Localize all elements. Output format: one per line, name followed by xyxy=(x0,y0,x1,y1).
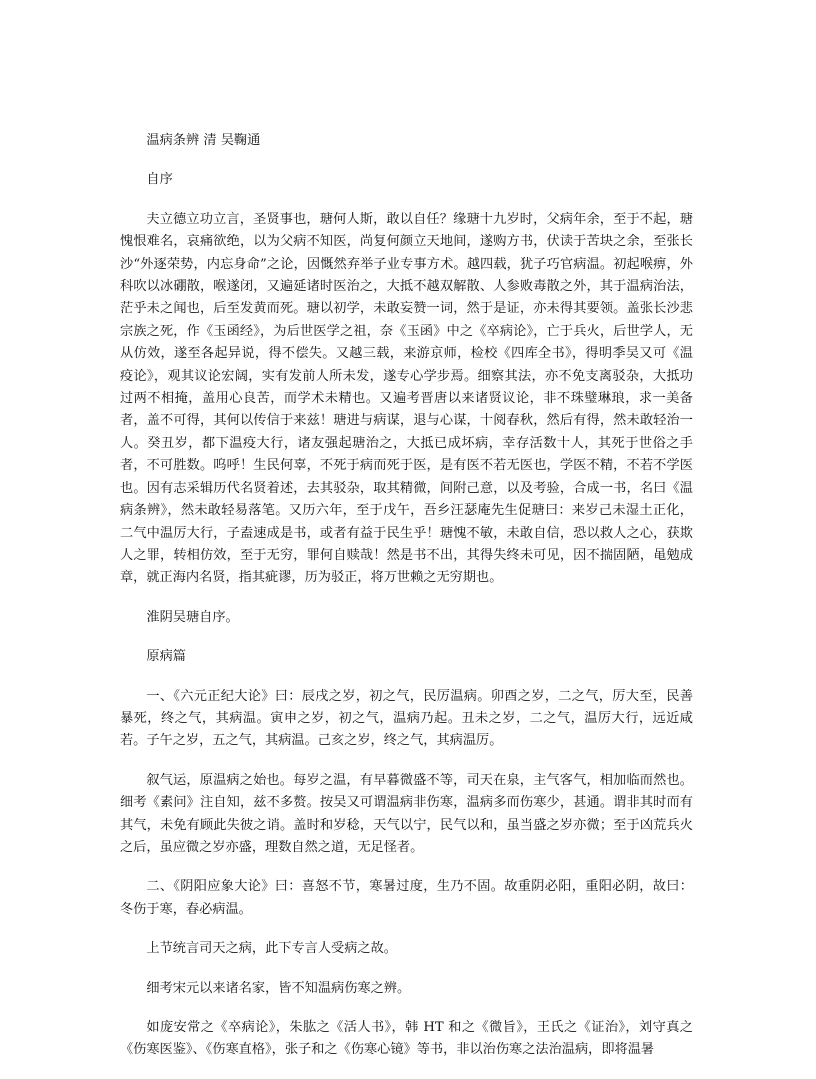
preface-signature: 淮阴吴瑭自序。 xyxy=(146,609,239,625)
note-three-paragraph: 如庞安常之《卒病论》，朱肱之《活人书》，韩 HT 和之《微旨》，王氏之《证治》，刘守真之《伤寒医鉴》、《伤寒直格》，张子和之《伤寒心镜》等书，非以治伤寒之法治温病，即将温暑 xyxy=(120,1020,693,1058)
commentary-one-paragraph: 叙气运，原温病之始也。每岁之温，有早暮微盛不等，司天在泉，主气客气，相加临而然也。细考《素问》注自知，兹不多赘。按吴又可谓温病非伤寒，温病多而伤寒少，甚通。谓非其时而有其气，未免有顾此失彼之诮。盖时和岁稔，天气以宁，民气以和，虽当盛之岁亦微；至于凶荒兵火之后，虽应微之岁亦盛，理数自然之道，无足怪者。 xyxy=(120,772,693,855)
book-title-line: 温病条辨 清 吴鞠通 xyxy=(146,133,261,148)
chapter-heading: 原病篇 xyxy=(146,649,186,665)
section-two-paragraph: 二、《阴阳应象大论》曰：喜怒不节，寒暑过度，生乃不固。故重阴必阳，重阳必阴，故曰：冬伤于寒，春必病温。 xyxy=(120,879,693,917)
note-one-paragraph: 上节统言司天之病，此下专言人受病之故。 xyxy=(146,941,397,957)
preface-heading: 自序 xyxy=(146,172,173,188)
section-one-paragraph: 一、《六元正纪大论》曰：辰戌之岁，初之气，民厉温病。卯酉之岁，二之气，厉大至，民善暴死，终之气，其病温。寅申之岁，初之气，温病乃起。丑未之岁，二之气，温厉大行，远近咸若。子午之岁，五之气，其病温。己亥之岁，终之气，其病温厉。 xyxy=(120,688,693,749)
preface-paragraph: 夫立德立功立言，圣贤事也，瑭何人斯，敢以自任？缘瑭十九岁时，父病年余，至于不起，瑭愧恨难名，哀痛欲绝，以为父病不知医，尚复何颜立天地间，遂购方书，伏读于苦块之余，至张长沙“外逐荣势，内忘身命”之论，因慨然弃举子业专事方术。越四载，犹子巧官病温。初起喉痹，外科吹以冰硼散，喉遂闭，又遍延诸时医治之，大抵不越双解散、人参败毒散之外，其于温病治法，茫乎未之闻也，后至发黄而死。瑭以初学，未敢妄赞一词，然于是证，亦未得其要领。盖张长沙悲宗族之死，作《玉函经》，为后世医学之祖，奈《玉函》中之《卒病论》，亡于兵火，后世学人，无从仿效，遂至各起异说，得不偿失。又越三载，来游京师，检校《四库全书》，得明季吴又可《温疫论》，观其议论宏阔，实有发前人所未发，遂专心学步焉。细察其法，亦不免支离驳杂，大抵功过两不相掩，盖用心良苦，而学术未精也。又遍考晋唐以来诸贤议论，非不珠璧琳琅，求一美备者，盖不可得，其何以传信于来兹！瑭进与病谋，退与心谋，十阅春秋，然后有得，然未敢轻治一人。癸丑岁，都下温疫大行，诸友强起瑭治之，大抵已成坏病，幸存活数十人，其死于世俗之手者，不可胜数。呜呼！生民何辜，不死于病而死于医，是有医不若无医也，学医不精，不若不学医也。因有志采辑历代名贤着述，去其驳杂，取其精微，间附己意，以及考验，合成一书，名曰《温病条辨》，然未敢轻易落笔。又历六年，至于戊午，吾乡汪瑟庵先生促瑭曰：来岁己未湿土正化，二气中温厉大行，子盍速成是书，或者有益于民生乎！瑭愧不敏，未敢自信，恐以救人之心，获欺人之罪，转相仿效，至于无穷，罪何自赎哉！然是书不出，其得失终未可见，因不揣固陋，黾勉成章，就正海内名贤，指其疵谬，历为驳正，将万世赖之无穷期也。 xyxy=(120,211,693,586)
note-two-paragraph: 细考宋元以来诸名家，皆不知温病伤寒之辨。 xyxy=(146,980,411,996)
document-body xyxy=(120,130,693,1079)
